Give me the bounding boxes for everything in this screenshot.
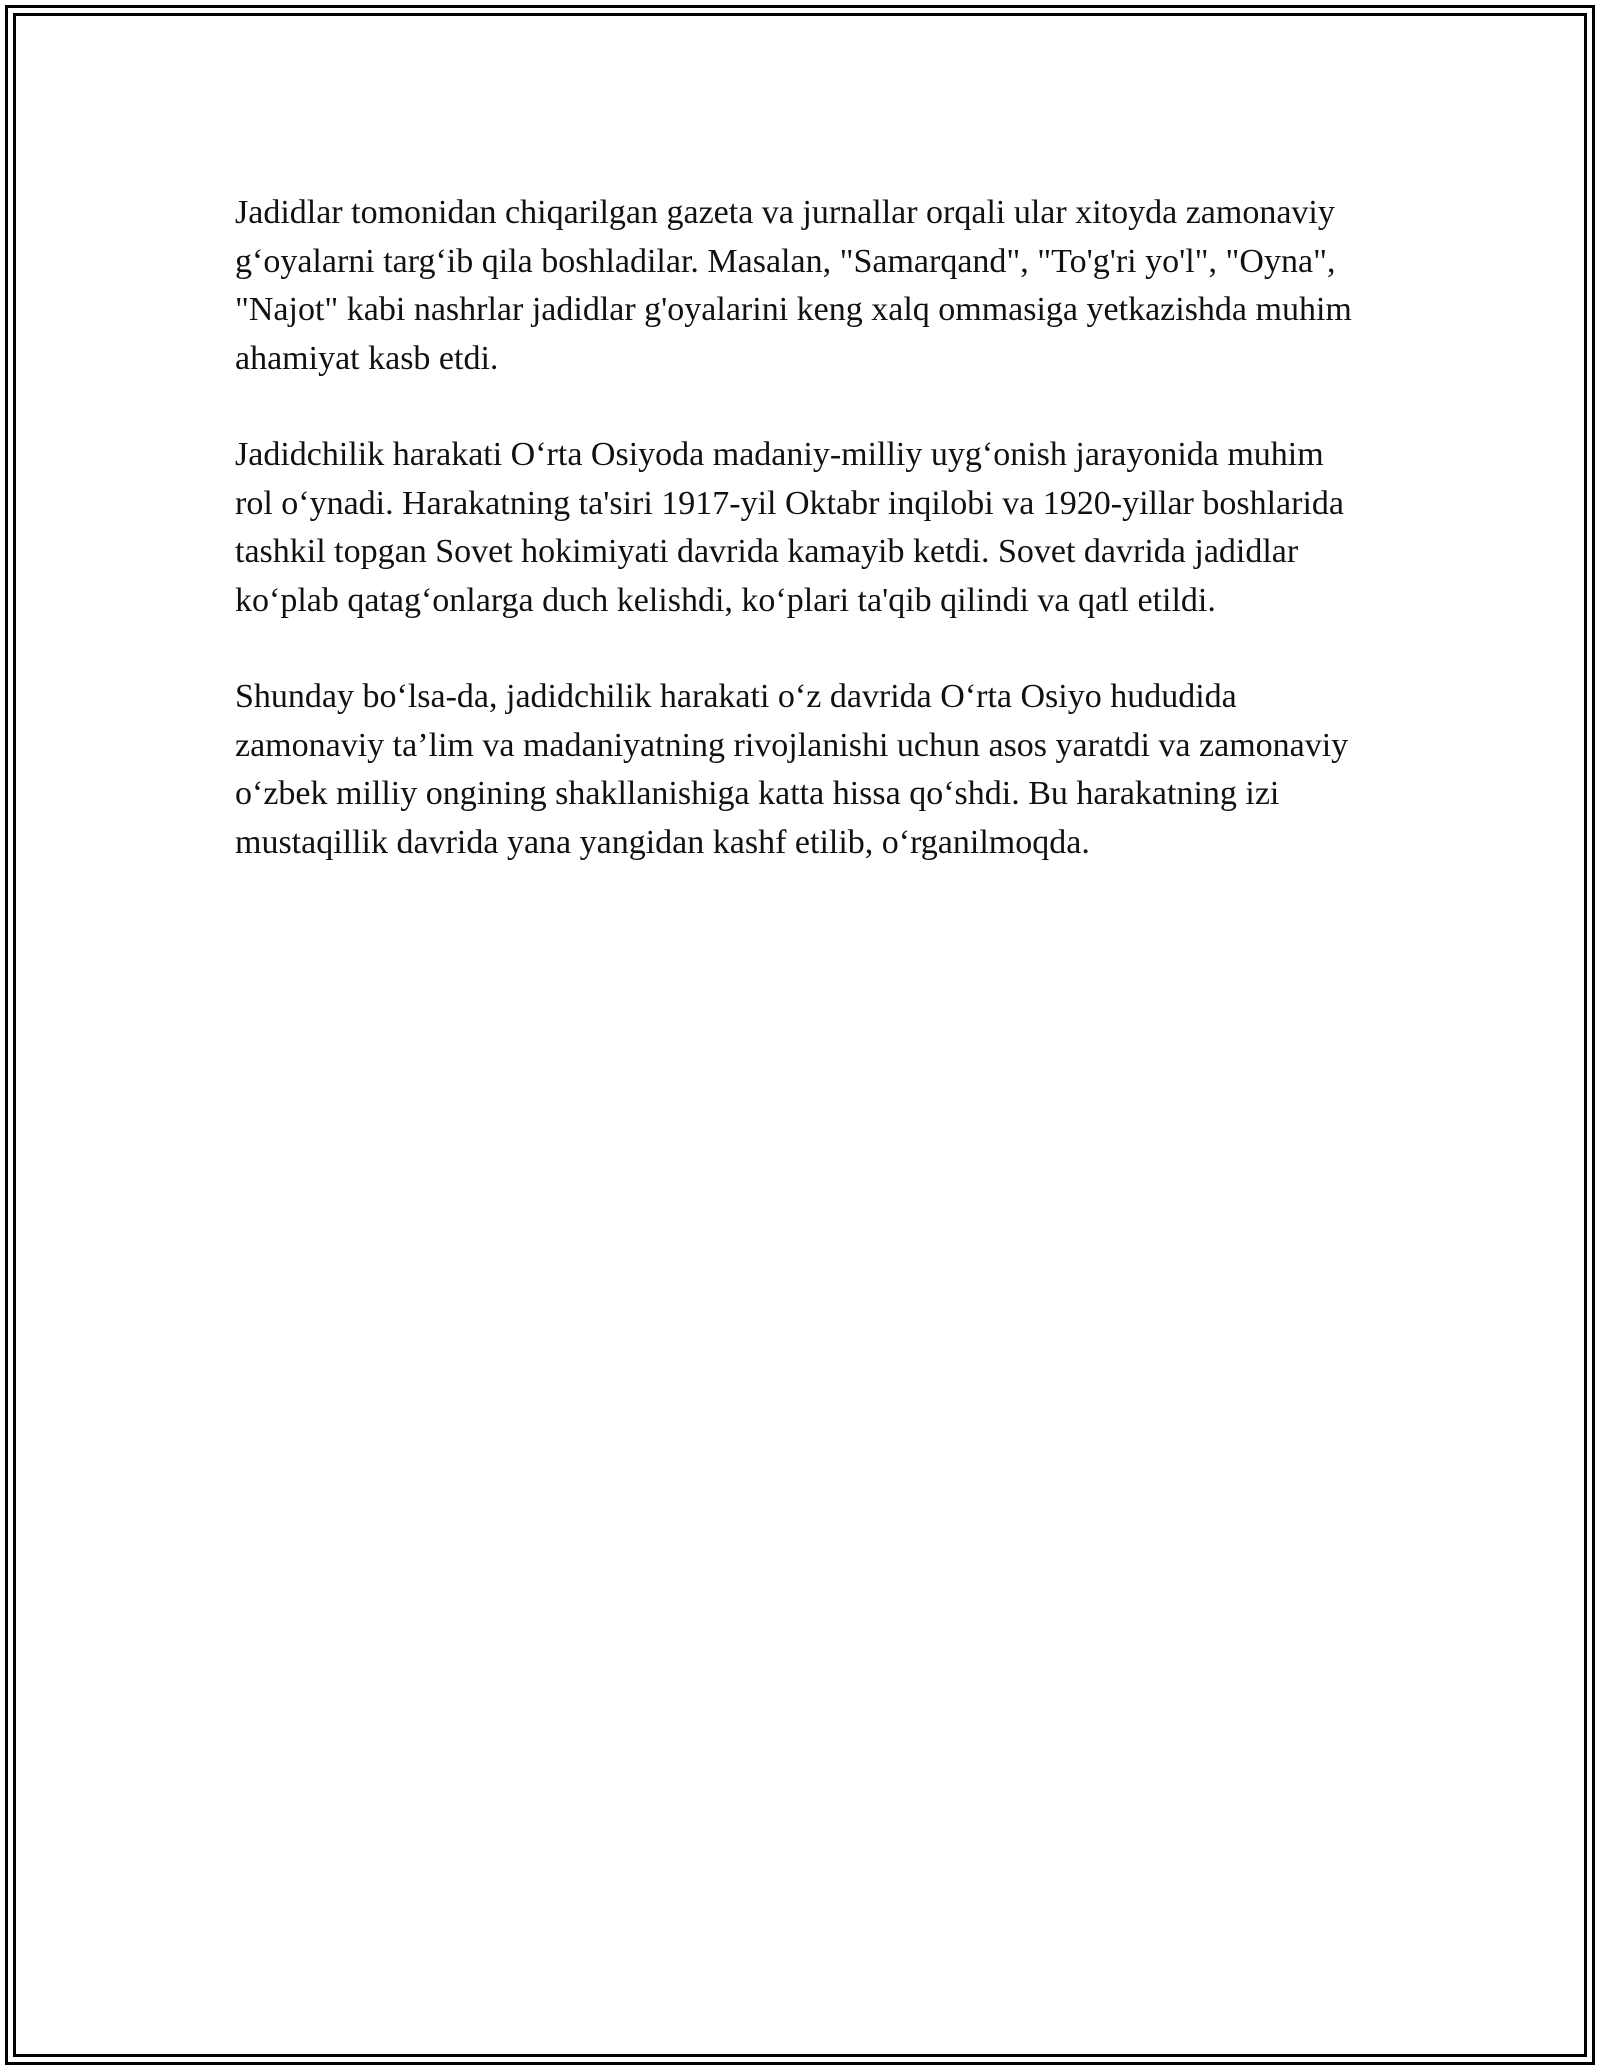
paragraph-3: Shunday bo‘lsa-da, jadidchilik harakati o‘z davrida O‘rta Osiyo hududida zamonaviy ta’lim va madaniyatning rivojlanishi uchun asos yaratdi va zamonaviy o‘zbek milliy ongining shakllanishiga katta hissa qo‘shdi. Bu harakatning izi mustaqillik davrida yana yangidan kashf etilib, o‘rganilmoqda. [235,678,1349,861]
document-body [235,189,1365,915]
paragraph-2: Jadidchilik harakati O‘rta Osiyoda madaniy-milliy uyg‘onish jarayonida muhim rol o‘ynadi. Harakatning ta'siri 1917-yil Oktabr inqilobi va 1920-yillar boshlarida tashkil topgan Sovet hokimiyati davrida kamayib ketdi. Sovet davrida jadidlar ko‘plab qatag‘onlarga duch kelishdi, ko‘plari ta'qib qilindi va qatl etildi. [235,436,1344,619]
paragraph-1: Jadidlar tomonidan chiqarilgan gazeta va jurnallar orqali ular xitoyda zamonaviy g‘oyalarni targ‘ib qila boshladilar. Masalan, "Samarqand", "To'g'ri yo'l", "Oyna", "Najot" kabi nashrlar jadidlar g'oyalarini keng xalq ommasiga yetkazishda muhim ahamiyat kasb etdi. [235,194,1352,377]
